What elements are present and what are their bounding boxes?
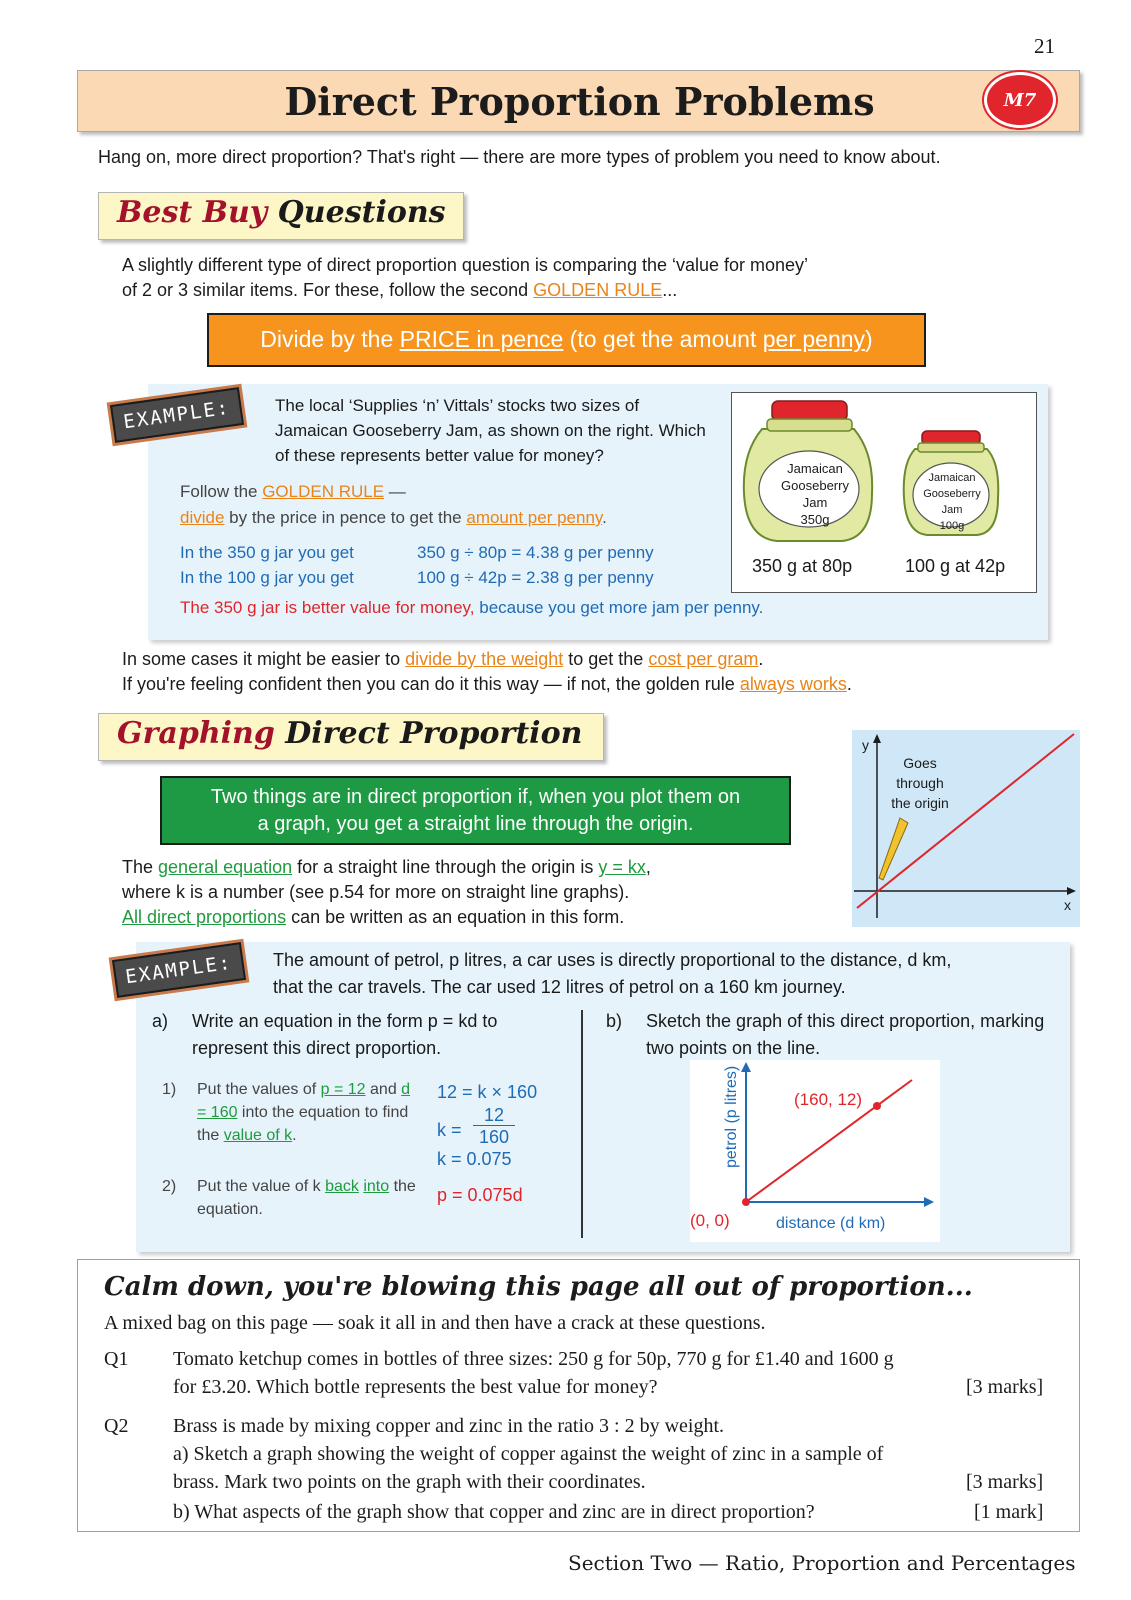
general-line-2: where k is a number (see p.54 for more on straight line graphs). — [122, 882, 630, 902]
summary-title: Calm down, you're blowing this page all out of proportion... — [104, 1272, 973, 1302]
general-equation-link: general equation — [158, 857, 293, 877]
origin-graph-note-2: through — [896, 775, 944, 791]
back-link: back — [325, 1178, 359, 1195]
rule-text-b: (to get the amount — [563, 326, 763, 352]
part-b-text: Sketch the graph of this direct proportion, marking two points on the line. — [646, 1011, 1045, 1058]
rule-text-c: ) — [865, 326, 873, 352]
origin-graph-note-1: Goes — [903, 755, 937, 771]
best-buy-line-2a: of 2 or 3 similar items. For these, follow the second — [122, 280, 534, 300]
point-origin-label: (0, 0) — [690, 1211, 730, 1230]
value-of-k-link: value of k — [223, 1127, 293, 1144]
small-jar-label — [917, 470, 987, 534]
calc-value: 100 g ÷ 42p = 2.38 g per penny — [417, 568, 654, 587]
step-2-number: 2) — [162, 1178, 177, 1195]
best-buy-line-2b: ... — [662, 280, 678, 300]
weight-l2b: . — [846, 674, 852, 694]
always-works-link: always works — [739, 674, 847, 694]
q2a-text: a) Sketch a graph showing the weight of copper against the weight of zinc in a sample of brass. Mark two points on the graph with their coordinates. — [173, 1443, 884, 1493]
weight-paragraph — [122, 647, 1022, 697]
step-2-text — [197, 1175, 422, 1221]
petrol-graph — [690, 1060, 940, 1242]
origin-point — [742, 1198, 750, 1206]
rule-penny-link: per penny — [762, 326, 866, 352]
amount-per-penny-link: amount per penny — [466, 508, 603, 527]
example2-intro-line-1: The amount of petrol, p litres, a car uses is directly proportional to the distance, d km, — [273, 950, 952, 970]
weight-l1b: to get the — [563, 649, 649, 669]
point-160-12 — [873, 1102, 881, 1110]
fraction-numerator: 12 — [473, 1105, 515, 1126]
weight-l2a: If you're feeling confident then you can do it this way — if not, the golden rule — [122, 674, 740, 694]
q2a-marks: [3 marks] — [966, 1471, 1044, 1493]
step-1-text — [197, 1078, 422, 1147]
q2b-text: b) What aspects of the graph show that copper and zinc are in direct proportion? — [173, 1501, 815, 1523]
step-1 — [162, 1078, 422, 1147]
best-buy-heading — [98, 192, 464, 240]
rule-text-a: Divide by the — [260, 326, 400, 352]
origin-graph-note-3: the origin — [891, 795, 949, 811]
large-jar-caption: 350 g at 80p — [752, 556, 853, 576]
into-link: into — [363, 1178, 390, 1195]
example1-question: The local ‘Supplies ‘n’ Vittals’ stocks two sizes of Jamaican Gooseberry Jam, as shown on the right. Which of these represents better value for money? — [275, 396, 706, 465]
calc-row — [180, 540, 654, 565]
jar2-line1: Jamaican — [928, 472, 976, 484]
divide-end: . — [602, 508, 607, 527]
calc-value: 350 g ÷ 80p = 4.38 g per penny — [417, 543, 654, 562]
origin-graph — [852, 730, 1080, 927]
gen-a: The — [122, 857, 159, 877]
q1-marks: [3 marks] — [966, 1376, 1044, 1398]
origin-rule-line-2: a graph, you get a straight line through the origin. — [257, 813, 694, 835]
divide-mid: by the price in pence to get the — [224, 508, 467, 527]
jar2-line2: Gooseberry — [923, 488, 981, 500]
petrol-graph-y-label: petrol (p litres) — [723, 1065, 740, 1168]
example1-tag: EXAMPLE: — [110, 387, 244, 443]
step1-a: Put the values of — [197, 1081, 321, 1098]
origin-graph-x-label: x — [1064, 897, 1071, 913]
all-direct-proportions-link: All direct proportions — [122, 907, 287, 927]
intro-text: Hang on, more direct proportion? That's right — there are more types of problem you need to know about. — [98, 147, 941, 167]
rule-price-link: PRICE in pence — [399, 326, 564, 352]
m7-badge: M7 — [984, 72, 1056, 128]
example1-follow — [180, 479, 710, 531]
origin-rule-line-1: Two things are in direct proportion if, when you plot them on — [210, 786, 741, 808]
step1-b: and — [365, 1081, 397, 1098]
fraction-denominator: 160 — [478, 1127, 510, 1147]
gen-d: can be written as an equation in this form. — [286, 907, 625, 927]
example2-tag: EXAMPLE: — [112, 942, 246, 998]
step1-c: into the equation to find the — [197, 1104, 409, 1144]
work-k-label: k = — [437, 1120, 462, 1140]
petrol-graph-x-label: distance (d km) — [776, 1215, 886, 1232]
p-equals-12-link: p = 12 — [320, 1081, 366, 1098]
best-buy-heading-rest: Questions — [267, 195, 446, 230]
step2-a: Put the value of k — [197, 1178, 326, 1195]
page-number: 21 — [1034, 34, 1055, 58]
d-equals-160-link: d = 160 — [197, 1081, 411, 1121]
cost-per-gram-link: cost per gram — [648, 649, 759, 669]
q2-text: Brass is made by mixing copper and zinc in the ratio 3 : 2 by weight. — [173, 1415, 724, 1437]
best-buy-heading-red: Best Buy — [117, 195, 268, 230]
step-2 — [162, 1175, 422, 1221]
jar1-line2: Gooseberry — [781, 478, 849, 493]
jar2-line4: 100g — [939, 520, 965, 532]
gen-b: for a straight line through the origin is — [292, 857, 599, 877]
q2-number: Q2 — [104, 1415, 129, 1437]
calc-label: In the 350 g jar you get — [180, 543, 354, 562]
graphing-heading-rest: Direct Proportion — [274, 716, 583, 751]
best-buy-paragraph — [122, 253, 922, 303]
work-fraction — [473, 1105, 515, 1148]
follow-line-2 — [180, 505, 710, 531]
part-a-label: a) — [152, 1011, 169, 1031]
work-equation-1: 12 = k × 160 — [437, 1082, 538, 1102]
page-title: Direct Proportion Problems — [284, 79, 875, 124]
large-jar-label — [770, 460, 860, 528]
example1-calculations — [180, 540, 654, 590]
jar2-line3: Jam — [941, 504, 963, 516]
gen-c: , — [645, 857, 651, 877]
example2-divider — [581, 1010, 583, 1238]
golden-rule-link: GOLDEN RULE — [533, 280, 663, 300]
weight-l1a: In some cases it might be easier to — [122, 649, 406, 669]
q1-number: Q1 — [104, 1348, 129, 1370]
jar1-line3: Jam — [802, 495, 828, 510]
graphing-heading-red: Graphing — [117, 716, 275, 751]
weight-line-2 — [122, 672, 1022, 697]
q2b-marks: [1 mark] — [974, 1501, 1044, 1523]
calc-label: In the 100 g jar you get — [180, 568, 354, 587]
example2-part-b — [606, 1008, 1046, 1062]
title-bar — [77, 70, 1080, 132]
conclusion-blue: because you get more jam per penny. — [474, 598, 764, 617]
golden-rule-box — [207, 313, 926, 367]
step2-b: the equation. — [197, 1178, 416, 1218]
point-160-12-label: (160, 12) — [794, 1090, 863, 1109]
follow-golden-rule-link: GOLDEN RULE — [262, 482, 385, 501]
q1-text: Tomato ketchup comes in bottles of three sizes: 250 g for 50p, 770 g for £1.40 and 1600 g for £3.20. Which bottle represents the best value for money? — [173, 1348, 894, 1398]
jar1-line1: Jamaican — [787, 461, 843, 476]
conclusion-red: The 350 g jar is better value for money, — [180, 598, 475, 617]
origin-rule-box — [160, 776, 791, 845]
footer-section-title: Section Two — Ratio, Proportion and Percentages — [568, 1551, 1076, 1575]
divide-by-weight-link: divide by the weight — [405, 649, 564, 669]
best-buy-line-1: A slightly different type of direct proportion question is comparing the ‘value for money’ — [122, 255, 809, 275]
follow-b: — — [384, 482, 406, 501]
part-a-text: Write an equation in the form p = kd to represent this direct proportion. — [192, 1011, 498, 1058]
work-equation-3: k = 0.075 — [437, 1149, 512, 1169]
example1-conclusion — [180, 598, 763, 618]
follow-line-1 — [180, 479, 710, 505]
small-jar-caption: 100 g at 42p — [905, 556, 1006, 576]
graphing-heading — [98, 713, 604, 761]
part-b-label: b) — [606, 1011, 623, 1031]
best-buy-line-2 — [122, 278, 922, 303]
summary-intro: A mixed bag on this page — soak it all in and then have a crack at these questions. — [104, 1312, 766, 1334]
weight-line-1 — [122, 647, 1022, 672]
general-line-1 — [122, 855, 842, 880]
step1-d: . — [292, 1127, 297, 1144]
example2-part-a — [152, 1008, 572, 1062]
divide-link: divide — [180, 508, 225, 527]
general-equation-paragraph — [122, 855, 842, 930]
calc-row — [180, 565, 654, 590]
origin-graph-svg — [852, 730, 1080, 927]
petrol-graph-svg — [690, 1060, 940, 1242]
work-equation-final: p = 0.075d — [437, 1185, 523, 1205]
y-equals-kx-link: y = kx — [598, 857, 646, 877]
example2-intro — [273, 947, 1063, 1001]
general-line-3 — [122, 905, 842, 930]
example2-intro-line-2: that the car travels. The car used 12 litres of petrol on a 160 km journey. — [273, 977, 846, 997]
origin-graph-y-label: y — [862, 737, 869, 753]
jar1-line4: 350g — [800, 512, 830, 527]
weight-l1c: . — [758, 649, 764, 669]
follow-a: Follow the — [180, 482, 263, 501]
step-1-number: 1) — [162, 1081, 177, 1098]
